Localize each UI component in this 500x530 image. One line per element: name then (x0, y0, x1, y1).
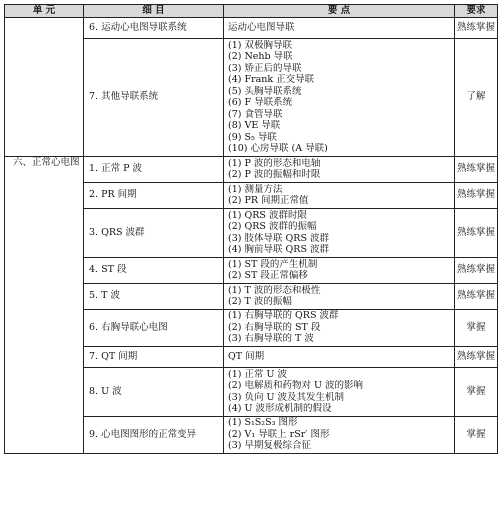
unit-label: 六、正常心电图 (13, 156, 80, 168)
unit-cell (5, 156, 84, 453)
point-item: (9) S₅ 导联 (228, 131, 277, 143)
point-item: (5) 头胸导联系统 (228, 85, 302, 97)
header-points: 要 点 (224, 5, 455, 18)
point-item: (2) T 波的振幅 (228, 296, 292, 307)
point-item: (6) F 导联系统 (228, 97, 293, 108)
requirement-cell: 熟练掌握 (455, 346, 498, 367)
detail-cell: 1. 正常 P 波 (84, 156, 224, 182)
table-row (5, 17, 498, 38)
point-item: (2) 右胸导联的 ST 段 (228, 321, 321, 333)
requirement-cell: 掌握 (455, 309, 498, 346)
points-cell (224, 156, 455, 182)
requirement-cell: 熟练掌握 (455, 17, 498, 38)
requirement-cell: 熟练掌握 (455, 283, 498, 309)
point-item: (2) ST 段正常偏移 (228, 270, 308, 281)
points-cell (224, 346, 455, 367)
syllabus-table (4, 4, 498, 454)
point-item: (10) 心房导联 (A 导联) (228, 143, 328, 154)
point-item: (1) 正常 U 波 (228, 368, 288, 380)
detail-cell: 6. 右胸导联心电图 (84, 309, 224, 346)
point-item: (3) 右胸导联的 T 波 (228, 333, 314, 345)
point-item: QT 间期 (228, 350, 265, 362)
point-item: (8) VE 导联 (228, 120, 281, 131)
requirement-cell: 熟练掌握 (455, 208, 498, 257)
point-item: (1) QRS 波群时限 (228, 209, 307, 221)
requirement-cell: 熟练掌握 (455, 156, 498, 182)
points-cell (224, 283, 455, 309)
point-item: (1) 测量方法 (228, 183, 283, 195)
point-item: (4) Frank 正交导联 (228, 74, 315, 85)
points-cell (224, 17, 455, 38)
point-item: (2) P 波的振幅和时限 (228, 169, 321, 180)
point-item: (1) 右胸导联的 QRS 波群 (228, 310, 339, 322)
points-cell (224, 38, 455, 156)
point-item: (2) V₁ 导联上 rSr′ 图形 (228, 428, 330, 440)
detail-cell: 4. ST 段 (84, 257, 224, 283)
point-item: (3) 矫正后的导联 (228, 62, 302, 74)
point-item: (3) 肢体导联 QRS 波群 (228, 232, 329, 244)
detail-cell: 8. U 波 (84, 367, 224, 416)
points-cell (224, 416, 455, 453)
points-cell (224, 367, 455, 416)
point-item: (3) 负向 U 波及其发生机制 (228, 391, 345, 403)
header-unit: 单 元 (5, 5, 84, 18)
header-requirement: 要求 (455, 5, 498, 18)
table-row (5, 156, 498, 182)
point-item: (2) QRS 波群的振幅 (228, 221, 317, 232)
header-detail: 细 目 (84, 5, 224, 18)
point-item: (3) 早期复极综合征 (228, 440, 311, 452)
points-cell (224, 309, 455, 346)
detail-cell: 6. 运动心电图导联系统 (84, 17, 224, 38)
points-cell (224, 208, 455, 257)
requirement-cell: 掌握 (455, 367, 498, 416)
point-item: (2) PR 间期正常值 (228, 195, 309, 206)
requirement-cell: 了解 (455, 38, 498, 156)
detail-cell: 2. PR 间期 (84, 182, 224, 208)
detail-cell: 7. QT 间期 (84, 346, 224, 367)
point-item: (4) U 波形成机制的假设 (228, 403, 332, 414)
point-item: (4) 胸前导联 QRS 波群 (228, 244, 329, 255)
point-item: (2) 电解质和药物对 U 波的影响 (228, 380, 364, 391)
point-item: (1) T 波的形态和极性 (228, 284, 321, 296)
requirement-cell: 熟练掌握 (455, 257, 498, 283)
detail-cell: 3. QRS 波群 (84, 208, 224, 257)
point-item: (1) 双极胸导联 (228, 39, 292, 51)
point-item: (7) 食管导联 (228, 108, 283, 120)
detail-cell: 7. 其他导联系统 (84, 38, 224, 156)
point-item: (1) ST 段的产生机制 (228, 258, 318, 270)
points-cell (224, 182, 455, 208)
requirement-cell: 掌握 (455, 416, 498, 453)
point-item: 运动心电图导联 (228, 21, 295, 33)
detail-cell: 9. 心电图图形的正常变异 (84, 416, 224, 453)
table-header-row (5, 5, 498, 18)
point-item: (2) Nehb 导联 (228, 51, 293, 62)
point-item: (1) S₁S₂S₃ 图形 (228, 417, 298, 429)
unit-cell-empty (5, 17, 84, 156)
point-item: (1) P 波的形态和电轴 (228, 157, 321, 169)
detail-cell: 5. T 波 (84, 283, 224, 309)
requirement-cell: 熟练掌握 (455, 182, 498, 208)
points-cell (224, 257, 455, 283)
